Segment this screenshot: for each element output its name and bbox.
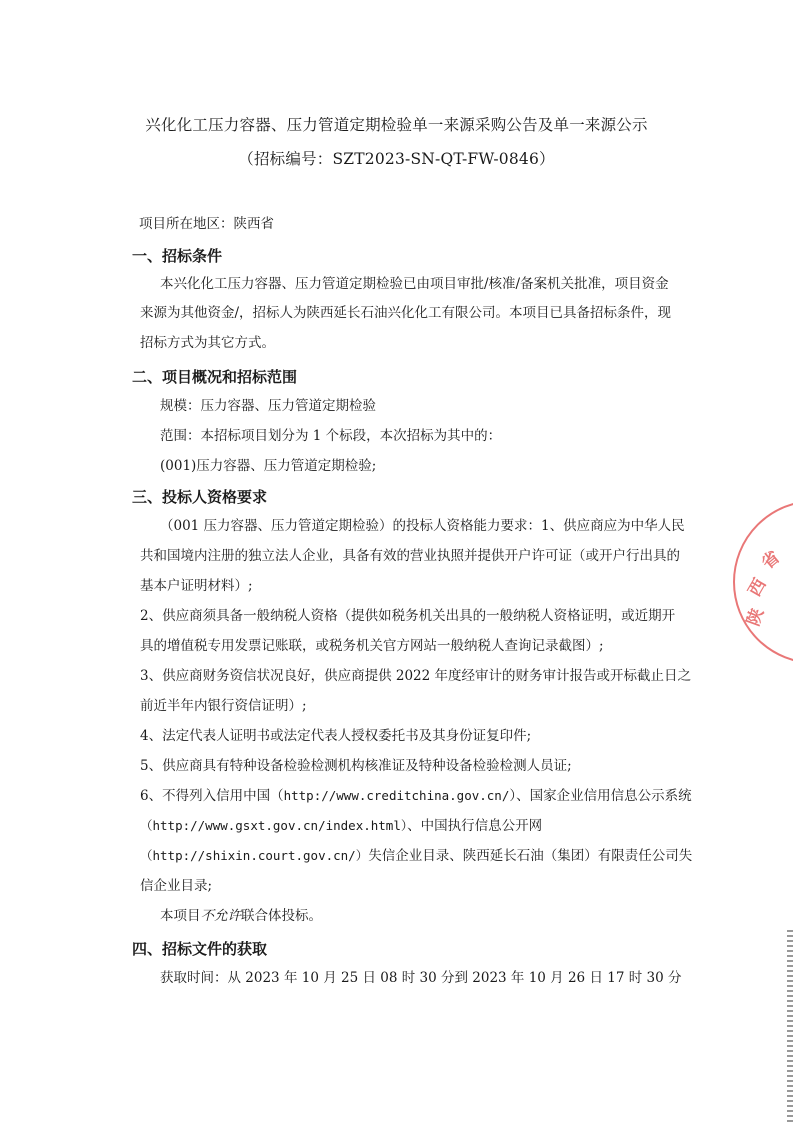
consortium-suffix: 联合体投标。 <box>241 908 322 924</box>
req-6-line-1 <box>140 787 692 805</box>
req-1-line-2: 共和国境内注册的独立法人企业，具备有效的营业执照并提供开户许可证（或开户行出具的 <box>140 548 680 564</box>
seal-glyph: 陕 <box>743 605 769 629</box>
req-6-line-2-text: 、中国执行信息公开网 <box>407 818 543 834</box>
s1-line-2: 来源为其他资金/，招标人为陕西延长石油兴化化工有限公司。本项目已具备招标条件，现 <box>140 305 672 321</box>
req-6-line-2 <box>140 817 542 835</box>
req-6-line-3 <box>140 847 692 865</box>
official-seal-stamp <box>733 500 793 664</box>
consortium-not-allowed: 不允许 <box>200 908 241 924</box>
s2-lot: (001)压力容器、压力管道定期检验; <box>160 458 377 474</box>
acquisition-time: 获取时间：从 2023 年 10 月 25 日 08 时 30 分到 2023 年 10 月 26 日 17 时 30 分 <box>160 970 682 986</box>
section-heading-2: 二、项目概况和招标范围 <box>132 368 298 386</box>
req-3-line-1: 3、供应商财务资信状况良好，供应商提供 2022 年度经审计的财务审计报告或开标截止日之 <box>140 668 692 684</box>
s2-scope: 范围：本招标项目划分为 1 个标段，本次招标为其中的： <box>160 428 502 444</box>
req-6-line-3-text: 失信企业目录、陕西延长石油（集团）有限责任公司失 <box>368 848 693 864</box>
project-region: 项目所在地区：陕西省 <box>139 216 274 232</box>
req-5: 5、供应商具有特种设备检验检测机构核准证及特种设备检验检测人员证; <box>140 758 572 774</box>
req-6-line-4: 信企业目录; <box>140 878 213 894</box>
req-3-line-2: 前近半年内银行资信证明）; <box>140 698 307 714</box>
req-2-line-2: 具的增值税专用发票记账联，或税务机关官方网站一般纳税人查询记录截图）; <box>140 638 604 654</box>
section-heading-4: 四、招标文件的获取 <box>132 940 268 958</box>
req-4: 4、法定代表人证明书或法定代表人授权委托书及其身份证复印件; <box>140 728 532 744</box>
req-1-line-3: 基本户证明材料）; <box>140 578 253 594</box>
s1-line-3: 招标方式为其它方式。 <box>140 335 275 351</box>
req-2-line-1: 2、供应商须具备一般纳税人资格（提供如税务机关出具的一般纳税人资格证明，或近期开 <box>140 608 676 624</box>
s1-line-1: 本兴化化工压力容器、压力管道定期检验已由项目审批/核准/备案机关批准，项目资金 <box>160 276 669 292</box>
req-6-prefix: 6、不得列入信用中国（ <box>140 788 284 804</box>
seal-glyph: 省 <box>758 547 785 574</box>
document-title: 兴化化工压力容器、压力管道定期检验单一来源采购公告及单一来源公示 <box>145 116 648 134</box>
consortium-prefix: 本项目 <box>160 908 201 924</box>
consortium-note <box>160 907 322 925</box>
s2-scale: 规模：压力容器、压力管道定期检验 <box>160 398 376 414</box>
tender-number: （招标编号：SZT2023-SN-QT-FW-0846） <box>238 150 555 168</box>
gsxt-url: （http://www.gsxt.gov.cn/index.html） <box>140 818 408 833</box>
creditchina-url: http://www.creditchina.gov.cn/ <box>283 788 510 803</box>
section-heading-1: 一、招标条件 <box>132 247 223 265</box>
binding-edge-marks <box>787 930 793 1123</box>
req-1-line-1: （001 压力容器、压力管道定期检验）的投标人资格能力要求：1、供应商应为中华人民 <box>160 518 685 534</box>
req-6-suffix: ）、国家企业信用信息公示系统 <box>509 788 692 804</box>
section-heading-3: 三、投标人资格要求 <box>132 488 268 506</box>
seal-glyph: 西 <box>744 575 771 601</box>
shixin-url: （http://shixin.court.gov.cn/） <box>140 848 369 863</box>
